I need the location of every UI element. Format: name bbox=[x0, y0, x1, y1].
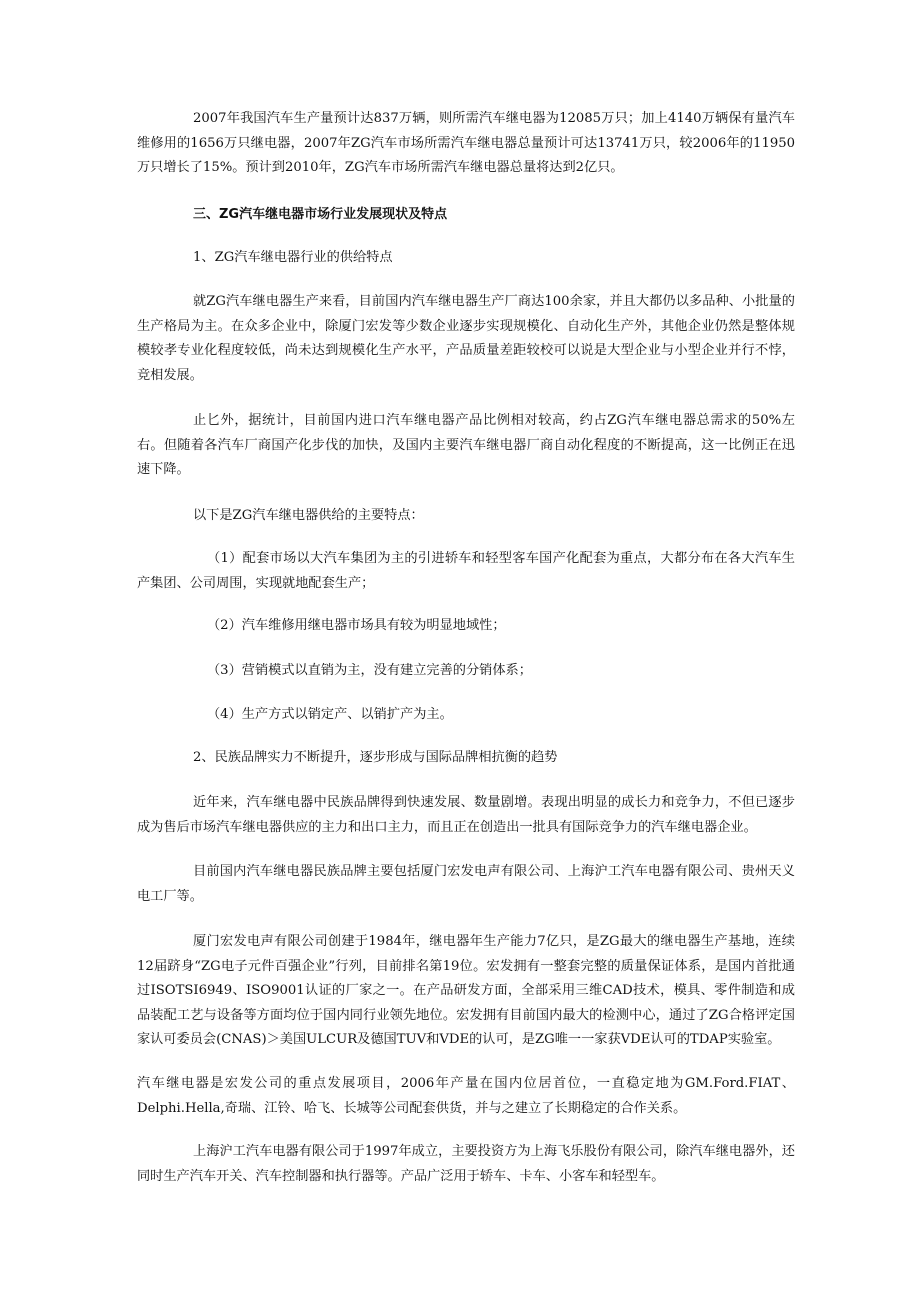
paragraph-brand-growth: 近年来，汽车继电器中民族品牌得到快速发展、数量剧增。表现出明显的成长力和竞争力，不但已逐步成为售后市场汽车继电器供应的主力和出口主力，而且正在创造出一批具有国际竞争力的汽车继电器企业。 bbox=[137, 795, 795, 835]
paragraph-features-intro: 以下是ZG汽车继电器供给的主要特点： bbox=[193, 508, 424, 523]
paragraph-hongfa-relays: 汽车继电器是宏发公司的重点发展项目，2006年产量在国内位居首位，一直稳定地为GM.Ford.FIAT、Delphi.Hella,奇瑞、江铃、哈飞、长城等公司配套供货，并与之建立了长期稳定的合作关系。 bbox=[137, 1076, 795, 1116]
list-item-3: （3）营销模式以直销为主，没有建立完善的分销体系； bbox=[207, 663, 532, 678]
paragraph-shanghai-hugong: 上海沪工汽车电器有限公司于1997年成立，主要投资方为上海飞乐股份有限公司，除汽车继电器外，还同时生产汽车开关、汽车控制器和执行器等。产品广泛用于轿车、卡车、小客车和轻型车。 bbox=[137, 1144, 795, 1184]
subheading-domestic-brands: 2、民族品牌实力不断提升，逐步形成与国际品牌相抗衡的趋势 bbox=[193, 750, 558, 765]
paragraph-brand-list: 目前国内汽车继电器民族品牌主要包括厦门宏发电声有限公司、上海沪工汽车电器有限公司、贵州天义电工厂等。 bbox=[137, 864, 795, 904]
paragraph-demand-forecast: 2007年我国汽车生产量预计达837万辆，则所需汽车继电器为12085万只；加上4140万辆保有量汽车维修用的1656万只继电器，2007年ZG汽车市场所需汽车继电器总量预计可达13741万只，较2006年的11950万只增长了15%。预计到2010年，ZG汽车市场所需汽车继电器总量将达到2亿只。 bbox=[137, 111, 795, 175]
section-heading-3: 三、ZG汽车继电器市场行业发展现状及特点 bbox=[193, 207, 448, 222]
list-item-1: （1）配套市场以大汽车集团为主的引进轿车和轻型客车国产化配套为重点，大都分布在各大汽车生产集团、公司周围，实现就地配套生产； bbox=[137, 551, 795, 591]
paragraph-hongfa-profile: 厦门宏发电声有限公司创建于1984年，继电器年生产能力7亿只，是ZG最大的继电器生产基地，连续12届跻身“ZG电子元件百强企业”行列，目前排名第19位。宏发拥有一整套完整的质量保证体系，是国内首批通过ISOTSI6949、ISO9001认证的厂家之一。在产品研发方面，全部采用三维CAD技术，模具、零件制造和成品装配工艺与设备等方面均位于国内同行业领先地位。宏发拥有目前国内最大的检测中心，通过了ZG合格评定国家认可委员会(CNAS)＞美国ULCUR及德国TUV和VDE的认可，是ZG唯一一家获VDE认可的TDAP实验室。 bbox=[137, 934, 795, 1047]
list-item-4: （4）生产方式以销定产、以销扩产为主。 bbox=[207, 707, 453, 722]
subheading-supply-features: 1、ZG汽车继电器行业的供给特点 bbox=[193, 250, 393, 265]
list-item-2: （2）汽车维修用继电器市场具有较为明显地域性； bbox=[207, 618, 506, 633]
paragraph-production-overview: 就ZG汽车继电器生产来看，目前国内汽车继电器生产厂商达100余家，并且大都仍以多品种、小批量的生产格局为主。在众多企业中，除厦门宏发等少数企业逐步实现规模化、自动化生产外，其他企业仍然是整体规模较孝专业化程度较低，尚未达到规模化生产水平，产品质量差距较校可以说是大型企业与小型企业并行不悖，竞相发展。 bbox=[137, 294, 795, 383]
paragraph-import-ratio: 止匕外，据统计，目前国内进口汽车继电器产品比例相对较高，约占ZG汽车继电器总需求的50%左右。但随着各汽车厂商国产化步伐的加快，及国内主要汽车继电器厂商自动化程度的不断提高，这一比例正在迅速下降。 bbox=[137, 413, 795, 477]
